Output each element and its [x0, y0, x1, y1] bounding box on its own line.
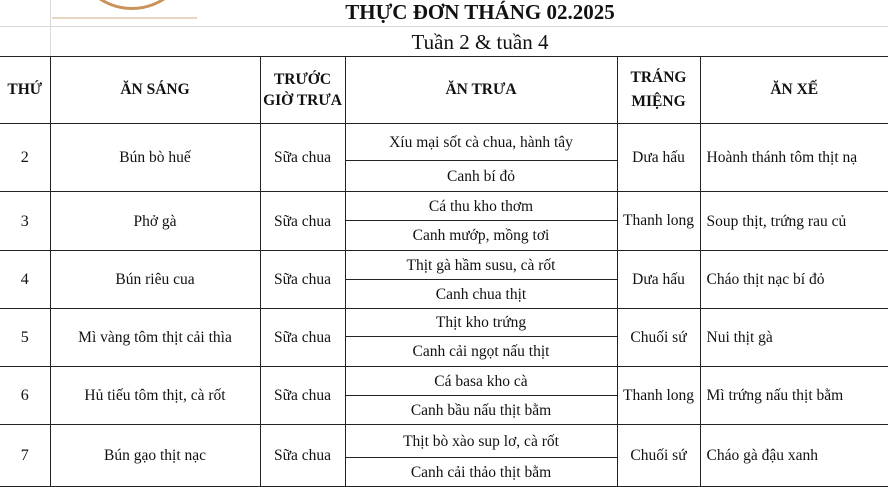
- pre-lunch-cell[interactable]: Sữa chua: [260, 309, 345, 367]
- day-cell[interactable]: 2: [0, 124, 50, 192]
- header-lunch[interactable]: ĂN TRƯA: [345, 57, 617, 124]
- breakfast-cell[interactable]: Hủ tiếu tôm thịt, cà rốt: [50, 367, 260, 425]
- breakfast-cell[interactable]: Phở gà: [50, 192, 260, 251]
- lunch-main-cell[interactable]: Cá thu kho thơm: [345, 192, 617, 221]
- menu-row: [0, 251, 888, 280]
- menu-title: THỰC ĐƠN THÁNG 02.2025: [345, 0, 615, 24]
- snack-cell[interactable]: Mì trứng nấu thịt bằm: [700, 367, 888, 425]
- pre-lunch-cell[interactable]: Sữa chua: [260, 251, 345, 309]
- day-cell[interactable]: 4: [0, 251, 50, 309]
- dessert-cell[interactable]: Thanh long: [617, 192, 700, 251]
- header-breakfast[interactable]: ĂN SÁNG: [50, 57, 260, 124]
- lunch-main-cell[interactable]: Cá basa kho cà: [345, 367, 617, 396]
- lunch-soup-cell[interactable]: Canh cải thảo thịt bằm: [345, 458, 617, 487]
- day-cell[interactable]: 7: [0, 425, 50, 487]
- breakfast-cell[interactable]: Bún gạo thịt nạc: [50, 425, 260, 487]
- header-pre-lunch-text: TRƯỚC GIỜ TRƯA: [263, 71, 342, 109]
- lunch-soup-cell[interactable]: Canh cải ngọt nấu thịt: [345, 337, 617, 367]
- sheet-gridline: [50, 0, 51, 56]
- day-cell[interactable]: 6: [0, 367, 50, 425]
- header-snack[interactable]: ĂN XẾ: [700, 57, 888, 124]
- breakfast-cell[interactable]: Bún riêu cua: [50, 251, 260, 309]
- menu-row: [0, 425, 888, 458]
- header-dessert-text: TRÁNG MIỆNG: [630, 69, 687, 110]
- snack-cell[interactable]: Nui thịt gà: [700, 309, 888, 367]
- lunch-main-cell[interactable]: Xíu mại sốt cà chua, hành tây: [345, 124, 617, 161]
- menu-row: [0, 124, 888, 161]
- pre-lunch-cell[interactable]: Sữa chua: [260, 425, 345, 487]
- menu-row: [0, 309, 888, 337]
- snack-cell[interactable]: Cháo gà đậu xanh: [700, 425, 888, 487]
- lunch-soup-cell[interactable]: Canh mướp, mồng tơi: [345, 221, 617, 251]
- header-day[interactable]: THỨ: [0, 57, 50, 124]
- pre-lunch-cell[interactable]: Sữa chua: [260, 367, 345, 425]
- pre-lunch-cell[interactable]: Sữa chua: [260, 192, 345, 251]
- day-cell[interactable]: 3: [0, 192, 50, 251]
- snack-cell[interactable]: Soup thịt, trứng rau củ: [700, 192, 888, 251]
- dessert-cell[interactable]: Chuối sứ: [617, 425, 700, 487]
- menu-table: [0, 56, 888, 487]
- menu-subtitle: Tuần 2 & tuần 4: [411, 30, 549, 54]
- logo: [72, 0, 192, 10]
- dessert-cell[interactable]: Chuối sứ: [617, 309, 700, 367]
- breakfast-cell[interactable]: Bún bò huế: [50, 124, 260, 192]
- pre-lunch-cell[interactable]: Sữa chua: [260, 124, 345, 192]
- dessert-cell[interactable]: Thanh long: [617, 367, 700, 425]
- snack-cell[interactable]: Hoành thánh tôm thịt nạ: [700, 124, 888, 192]
- dessert-cell[interactable]: Dưa hấu: [617, 124, 700, 192]
- lunch-main-cell[interactable]: Thịt bò xào sup lơ, cà rốt: [345, 425, 617, 458]
- header-pre-lunch[interactable]: [260, 57, 345, 124]
- menu-row: [0, 192, 888, 221]
- snack-cell[interactable]: Cháo thịt nạc bí đỏ: [700, 251, 888, 309]
- lunch-main-cell[interactable]: Thịt kho trứng: [345, 309, 617, 337]
- header-row: [0, 57, 888, 124]
- header-dessert[interactable]: [617, 57, 700, 124]
- dessert-cell[interactable]: Dưa hấu: [617, 251, 700, 309]
- lunch-soup-cell[interactable]: Canh bí đỏ: [345, 161, 617, 192]
- sheet-gridline: [0, 26, 888, 27]
- lunch-soup-cell[interactable]: Canh bầu nấu thịt bằm: [345, 396, 617, 425]
- breakfast-cell[interactable]: Mì vàng tôm thịt cải thìa: [50, 309, 260, 367]
- menu-row: [0, 367, 888, 396]
- lunch-main-cell[interactable]: Thịt gà hầm susu, cà rốt: [345, 251, 617, 280]
- logo-underline: [52, 17, 197, 19]
- lunch-soup-cell[interactable]: Canh chua thịt: [345, 280, 617, 309]
- day-cell[interactable]: 5: [0, 309, 50, 367]
